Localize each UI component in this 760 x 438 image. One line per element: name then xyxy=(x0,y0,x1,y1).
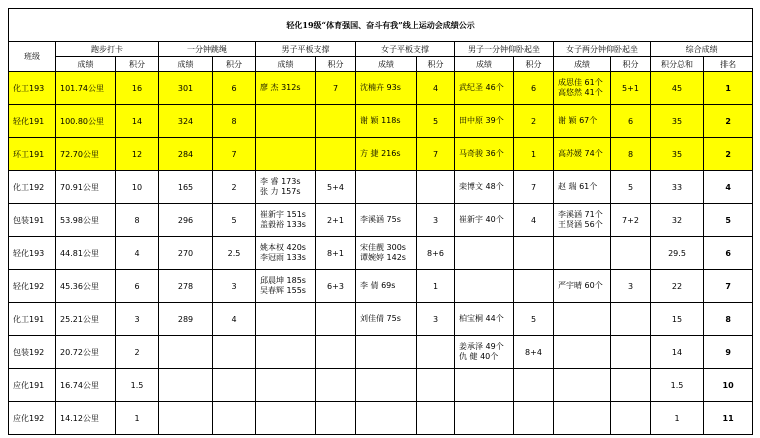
men-plank-points: 5+4 xyxy=(316,171,356,204)
men-plank-result-list xyxy=(256,83,315,93)
running-points: 16 xyxy=(116,72,159,105)
class-cell: 轻化192 xyxy=(9,270,56,303)
rope-points: 7 xyxy=(213,138,256,171)
total-points: 14 xyxy=(651,336,704,369)
rope-count: 278 xyxy=(159,270,213,303)
total-points: 15 xyxy=(651,303,704,336)
running-points: 6 xyxy=(116,270,159,303)
women-situp-result xyxy=(554,138,611,171)
women-situp-points: 8 xyxy=(611,138,651,171)
women-situp-result-list xyxy=(554,210,610,230)
women-plank-result xyxy=(356,402,417,435)
men-plank-points xyxy=(316,138,356,171)
running-distance: 53.98公里 xyxy=(56,204,116,237)
women-situp-result-list xyxy=(554,116,610,126)
women-situp-result xyxy=(554,270,611,303)
running-points: 1.5 xyxy=(116,369,159,402)
rope-points xyxy=(213,402,256,435)
header-rope: 一分钟跳绳 xyxy=(159,42,256,57)
women-situp-result xyxy=(554,105,611,138)
women-situp-result xyxy=(554,402,611,435)
men-plank-result-list xyxy=(256,243,315,263)
women-situp-points: 5+1 xyxy=(611,72,651,105)
women-plank-result xyxy=(356,369,417,402)
women-plank-points xyxy=(417,369,455,402)
men-situp-result xyxy=(455,336,514,369)
subheader: 成绩 xyxy=(356,57,417,72)
table-row xyxy=(9,237,753,270)
running-points: 4 xyxy=(116,237,159,270)
men-plank-result-list xyxy=(256,210,315,230)
men-plank-points xyxy=(316,369,356,402)
athlete-entry: 田中原 39个 xyxy=(459,116,504,125)
class-cell: 轻化193 xyxy=(9,237,56,270)
class-cell: 环工191 xyxy=(9,138,56,171)
women-plank-points: 5 xyxy=(417,105,455,138)
women-plank-result xyxy=(356,270,417,303)
men-plank-result xyxy=(256,237,316,270)
table-row xyxy=(9,336,753,369)
women-situp-points xyxy=(611,336,651,369)
men-situp-result xyxy=(455,270,514,303)
men-situp-result xyxy=(455,237,514,270)
rank: 2 xyxy=(704,138,753,171)
men-plank-result xyxy=(256,369,316,402)
athlete-entry: 谢 颖 118s xyxy=(360,116,401,125)
results-sheet xyxy=(8,8,752,430)
men-plank-result xyxy=(256,303,316,336)
subheader: 积分 xyxy=(417,57,455,72)
men-plank-result xyxy=(256,171,316,204)
men-plank-points xyxy=(316,303,356,336)
header-overall: 综合成绩 xyxy=(651,42,753,57)
men-situp-result-list xyxy=(455,215,513,225)
men-situp-result xyxy=(455,204,514,237)
rope-count: 284 xyxy=(159,138,213,171)
men-plank-result xyxy=(256,402,316,435)
header-women-plank: 女子平板支撑 xyxy=(356,42,455,57)
athlete-entry: 姜承泽 49个 xyxy=(459,342,504,351)
running-distance: 16.74公里 xyxy=(56,369,116,402)
running-distance: 45.36公里 xyxy=(56,270,116,303)
table-row xyxy=(9,204,753,237)
athlete-entry: 王贤涵 56个 xyxy=(558,220,603,229)
men-situp-result-list xyxy=(455,83,513,93)
athlete-entry: 廖 杰 312s xyxy=(260,83,301,92)
women-situp-points xyxy=(611,303,651,336)
rope-count: 296 xyxy=(159,204,213,237)
running-points: 2 xyxy=(116,336,159,369)
table-row xyxy=(9,72,753,105)
athlete-entry: 邱晨坤 185s xyxy=(260,276,306,285)
rank: 9 xyxy=(704,336,753,369)
total-points: 45 xyxy=(651,72,704,105)
women-situp-points xyxy=(611,237,651,270)
men-situp-result-list xyxy=(455,314,513,324)
running-points: 1 xyxy=(116,402,159,435)
rank: 4 xyxy=(704,171,753,204)
class-cell: 包装191 xyxy=(9,204,56,237)
subheader: 成绩 xyxy=(159,57,213,72)
men-plank-points xyxy=(316,336,356,369)
athlete-entry: 宋佳靓 300s xyxy=(360,243,406,252)
men-situp-result xyxy=(455,138,514,171)
women-plank-result xyxy=(356,303,417,336)
men-situp-points xyxy=(514,237,554,270)
women-situp-result-list xyxy=(554,281,610,291)
women-plank-points xyxy=(417,402,455,435)
men-plank-result xyxy=(256,204,316,237)
women-plank-result xyxy=(356,138,417,171)
class-cell: 轻化191 xyxy=(9,105,56,138)
subheader: 积分 xyxy=(514,57,554,72)
rank: 11 xyxy=(704,402,753,435)
men-plank-points xyxy=(316,105,356,138)
table-row xyxy=(9,303,753,336)
women-plank-points: 3 xyxy=(417,303,455,336)
running-distance: 72.70公里 xyxy=(56,138,116,171)
rank: 2 xyxy=(704,105,753,138)
women-situp-result xyxy=(554,303,611,336)
women-situp-points: 3 xyxy=(611,270,651,303)
women-plank-result xyxy=(356,72,417,105)
athlete-entry: 高苏媛 74个 xyxy=(558,149,603,158)
rope-points xyxy=(213,369,256,402)
athlete-entry: 马奇骏 36个 xyxy=(459,149,504,158)
men-situp-result xyxy=(455,369,514,402)
women-plank-result-list xyxy=(356,149,416,159)
running-distance: 20.72公里 xyxy=(56,336,116,369)
rope-points: 5 xyxy=(213,204,256,237)
women-plank-points: 4 xyxy=(417,72,455,105)
women-situp-result xyxy=(554,171,611,204)
men-plank-result xyxy=(256,138,316,171)
women-plank-result-list xyxy=(356,83,416,93)
women-situp-points: 7+2 xyxy=(611,204,651,237)
rope-points: 2.5 xyxy=(213,237,256,270)
athlete-entry: 谭婉婷 142s xyxy=(360,253,406,262)
total-points: 22 xyxy=(651,270,704,303)
class-cell: 应化191 xyxy=(9,369,56,402)
running-points: 14 xyxy=(116,105,159,138)
men-plank-points: 7 xyxy=(316,72,356,105)
men-plank-result xyxy=(256,105,316,138)
athlete-entry: 李溪涵 71个 xyxy=(558,210,603,219)
total-points: 1 xyxy=(651,402,704,435)
athlete-entry: 严宇晴 60个 xyxy=(558,281,603,290)
subheader: 成绩 xyxy=(554,57,611,72)
header-men-situps: 男子一分钟仰卧起坐 xyxy=(455,42,554,57)
athlete-entry: 李溪涵 75s xyxy=(360,215,401,224)
subheader: 成绩 xyxy=(256,57,316,72)
subheader: 成绩 xyxy=(56,57,116,72)
running-points: 10 xyxy=(116,171,159,204)
subheader: 积分总和 xyxy=(651,57,704,72)
class-cell: 包装192 xyxy=(9,336,56,369)
rank: 6 xyxy=(704,237,753,270)
men-situp-result-list xyxy=(455,182,513,192)
rope-points: 2 xyxy=(213,171,256,204)
running-points: 3 xyxy=(116,303,159,336)
men-situp-result-list xyxy=(455,149,513,159)
athlete-entry: 高悠然 41个 xyxy=(558,88,603,97)
total-points: 35 xyxy=(651,138,704,171)
men-situp-points xyxy=(514,270,554,303)
women-situp-points xyxy=(611,369,651,402)
rank: 10 xyxy=(704,369,753,402)
athlete-entry: 刘佳倩 75s xyxy=(360,314,401,323)
athlete-entry: 谢 颖 67个 xyxy=(558,116,598,125)
rope-count xyxy=(159,369,213,402)
men-situp-result-list xyxy=(455,116,513,126)
women-situp-result xyxy=(554,336,611,369)
athlete-entry: 盖毅裕 133s xyxy=(260,220,306,229)
running-distance: 25.21公里 xyxy=(56,303,116,336)
rope-points: 8 xyxy=(213,105,256,138)
total-points: 33 xyxy=(651,171,704,204)
rope-count: 301 xyxy=(159,72,213,105)
rope-count xyxy=(159,336,213,369)
rope-points: 3 xyxy=(213,270,256,303)
women-situp-result xyxy=(554,369,611,402)
class-cell: 应化192 xyxy=(9,402,56,435)
header-women-situps: 女子两分钟仰卧起坐 xyxy=(554,42,651,57)
men-situp-result xyxy=(455,402,514,435)
table-row xyxy=(9,138,753,171)
athlete-entry: 吴春辉 155s xyxy=(260,286,306,295)
running-distance: 100.80公里 xyxy=(56,105,116,138)
rope-count: 270 xyxy=(159,237,213,270)
women-plank-points xyxy=(417,171,455,204)
men-situp-result-list xyxy=(455,342,513,362)
women-situp-result-list xyxy=(554,182,610,192)
men-plank-points: 8+1 xyxy=(316,237,356,270)
athlete-entry: 张 力 157s xyxy=(260,187,301,196)
running-distance: 70.91公里 xyxy=(56,171,116,204)
total-points: 32 xyxy=(651,204,704,237)
athlete-entry: 崔新宇 151s xyxy=(260,210,306,219)
class-cell: 化工192 xyxy=(9,171,56,204)
athlete-entry: 方 捷 216s xyxy=(360,149,401,158)
page-title: 轻化19级“体育强国、奋斗有我”线上运动会成绩公示 xyxy=(9,9,753,42)
men-situp-points: 7 xyxy=(514,171,554,204)
women-situp-result xyxy=(554,237,611,270)
table-row xyxy=(9,369,753,402)
men-situp-points: 5 xyxy=(514,303,554,336)
men-plank-result-list xyxy=(256,276,315,296)
men-situp-result xyxy=(455,171,514,204)
women-plank-result xyxy=(356,204,417,237)
total-points: 29.5 xyxy=(651,237,704,270)
rope-count xyxy=(159,402,213,435)
women-plank-result-list xyxy=(356,281,416,291)
running-distance: 44.81公里 xyxy=(56,237,116,270)
women-situp-points: 5 xyxy=(611,171,651,204)
men-situp-result xyxy=(455,105,514,138)
men-situp-points: 2 xyxy=(514,105,554,138)
women-plank-result xyxy=(356,237,417,270)
subheader: 排名 xyxy=(704,57,753,72)
men-plank-result-list xyxy=(256,177,315,197)
rope-count: 324 xyxy=(159,105,213,138)
rope-count: 289 xyxy=(159,303,213,336)
women-plank-result-list xyxy=(356,314,416,324)
men-plank-result xyxy=(256,270,316,303)
rope-points: 4 xyxy=(213,303,256,336)
men-situp-result xyxy=(455,72,514,105)
men-situp-points xyxy=(514,369,554,402)
women-plank-points: 7 xyxy=(417,138,455,171)
women-plank-result xyxy=(356,171,417,204)
women-plank-result-list xyxy=(356,243,416,263)
athlete-entry: 柏宝桐 44个 xyxy=(459,314,504,323)
women-plank-points xyxy=(417,336,455,369)
athlete-entry: 李 倩 69s xyxy=(360,281,396,290)
subheader: 积分 xyxy=(611,57,651,72)
running-points: 12 xyxy=(116,138,159,171)
athlete-entry: 成思佳 61个 xyxy=(558,78,603,87)
athlete-entry: 李 睿 173s xyxy=(260,177,301,186)
rank: 5 xyxy=(704,204,753,237)
women-plank-points: 8+6 xyxy=(417,237,455,270)
rope-points xyxy=(213,336,256,369)
men-situp-points xyxy=(514,402,554,435)
men-situp-points: 4 xyxy=(514,204,554,237)
athlete-entry: 崔新宇 40个 xyxy=(459,215,504,224)
women-situp-points: 6 xyxy=(611,105,651,138)
athlete-entry: 赵 瑞 61个 xyxy=(558,182,598,191)
athlete-entry: 沈楠卉 93s xyxy=(360,83,401,92)
men-plank-result xyxy=(256,72,316,105)
table-row xyxy=(9,270,753,303)
men-situp-result xyxy=(455,303,514,336)
athlete-entry: 仇 健 40个 xyxy=(459,352,499,361)
athlete-entry: 李冠雨 133s xyxy=(260,253,306,262)
men-situp-points: 6 xyxy=(514,72,554,105)
rope-points: 6 xyxy=(213,72,256,105)
women-plank-result-list xyxy=(356,116,416,126)
table-row xyxy=(9,171,753,204)
rank: 7 xyxy=(704,270,753,303)
rank: 8 xyxy=(704,303,753,336)
women-plank-points: 3 xyxy=(417,204,455,237)
subheader: 成绩 xyxy=(455,57,514,72)
results-table xyxy=(8,8,753,435)
table-row xyxy=(9,402,753,435)
running-distance: 101.74公里 xyxy=(56,72,116,105)
women-plank-result-list xyxy=(356,215,416,225)
men-plank-points: 2+1 xyxy=(316,204,356,237)
women-situp-result xyxy=(554,72,611,105)
men-plank-result xyxy=(256,336,316,369)
athlete-entry: 武纪圣 46个 xyxy=(459,83,504,92)
athlete-entry: 姚本权 420s xyxy=(260,243,306,252)
total-points: 1.5 xyxy=(651,369,704,402)
table-row xyxy=(9,105,753,138)
women-situp-points xyxy=(611,402,651,435)
women-plank-result xyxy=(356,336,417,369)
rope-count: 165 xyxy=(159,171,213,204)
total-points: 35 xyxy=(651,105,704,138)
women-plank-result xyxy=(356,105,417,138)
subheader: 积分 xyxy=(213,57,256,72)
women-situp-result xyxy=(554,204,611,237)
running-points: 8 xyxy=(116,204,159,237)
class-cell: 化工191 xyxy=(9,303,56,336)
men-situp-points: 8+4 xyxy=(514,336,554,369)
women-plank-points: 1 xyxy=(417,270,455,303)
header-class: 班级 xyxy=(9,42,56,72)
header-men-plank: 男子平板支撑 xyxy=(256,42,356,57)
athlete-entry: 栾博文 48个 xyxy=(459,182,504,191)
subheader: 积分 xyxy=(316,57,356,72)
rank: 1 xyxy=(704,72,753,105)
class-cell: 化工193 xyxy=(9,72,56,105)
men-plank-points xyxy=(316,402,356,435)
women-situp-result-list xyxy=(554,149,610,159)
subheader: 积分 xyxy=(116,57,159,72)
header-running: 跑步打卡 xyxy=(56,42,159,57)
men-plank-points: 6+3 xyxy=(316,270,356,303)
running-distance: 14.12公里 xyxy=(56,402,116,435)
women-situp-result-list xyxy=(554,78,610,98)
men-situp-points: 1 xyxy=(514,138,554,171)
